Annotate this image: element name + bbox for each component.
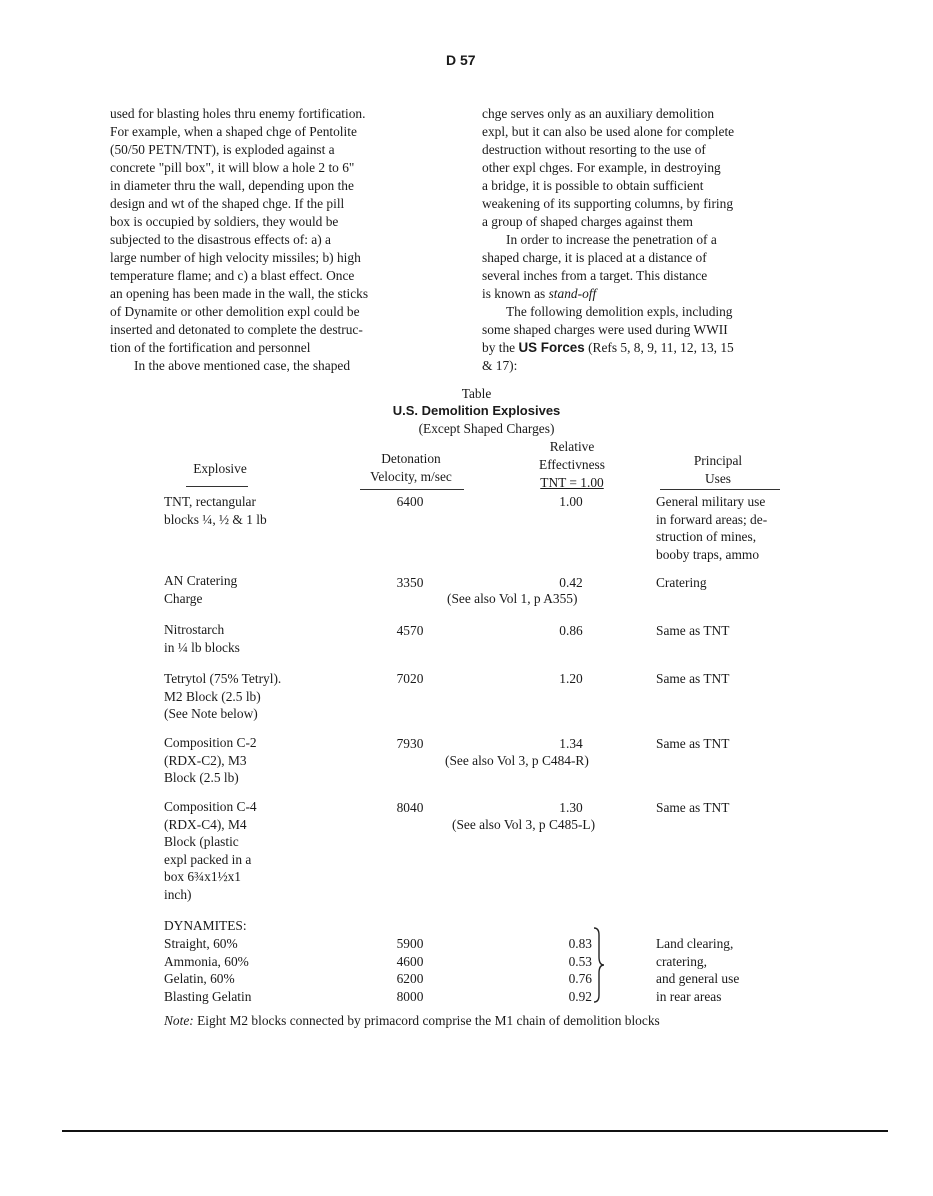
text-line: box is occupied by soldiers, they would be [110,214,339,229]
us-forces-term: US Forces [518,340,585,355]
cell-line: booby traps, ammo [656,546,760,562]
text-line [482,339,734,357]
cell-line: 0.83 [568,936,592,951]
header-rule [186,486,248,487]
text-line: destruction without resorting to the use of [482,142,706,157]
cell-line: 5900 [396,936,424,951]
text-line: other expl chges. For example, in destroying [482,160,721,175]
table-row-relative: 1.34 [559,736,583,751]
cell-line: TNT, rectangular [164,494,256,509]
cell-line: 6200 [396,971,424,986]
cell-line: AN Cratering [164,573,238,588]
table-row-uses [656,493,767,563]
text-fragment: by the [482,340,516,355]
text-line: design and wt of the shaped chge. If the pill [110,196,345,211]
text-line: & 17): [482,358,518,373]
text-line: concrete "pill box", it will blow a hole 2 to 6" [110,160,355,175]
dynamite-velocities [362,935,458,1005]
see-also-note: (See also Vol 3, p C484-R) [445,753,589,768]
cell-line: expl packed in a [164,851,252,867]
text-line: In order to increase the penetration of a [506,232,717,247]
table-row-explosive [164,493,267,528]
header-line: Principal [693,453,743,468]
text-line: a bridge, it is possible to obtain sufficient [482,178,704,193]
right-column [482,105,734,375]
note-text: Eight M2 blocks connected by primacord comprise the M1 chain of demolition blocks [197,1013,660,1028]
header-line: TNT = 1.00 [540,475,604,490]
header-line: Relative [549,439,595,454]
cell-line: (RDX-C2), M3 [164,752,247,768]
see-also-note: (See also Vol 3, p C485-L) [452,817,596,832]
text-line: subjected to the disastrous effects of: a) a [110,232,331,247]
cell-line: Composition C-2 [164,735,257,750]
cell-line: Tetrytol (75% Tetryl). [164,671,282,686]
header-rule [360,489,464,490]
table-row-explosive [164,734,257,787]
page-number: D 57 [446,52,476,68]
cell-line: blocks ¼, ½ & 1 lb [164,511,267,527]
table-row-relative: 0.42 [559,575,583,590]
text-line: For example, when a shaped chge of Pentolite [110,124,357,139]
text-line: inserted and detonated to complete the destruc- [110,322,363,337]
text-fragment: (Refs 5, 8, 9, 11, 12, 13, 15 [588,340,734,355]
cell-line: Gelatin, 60% [164,971,235,986]
dynamites-heading: DYNAMITES: [164,918,247,933]
header-line: Effectivness [539,457,605,472]
table-row-explosive [164,621,240,656]
cell-line: Charge [164,590,203,606]
cell-line: 0.53 [568,953,592,969]
cell-line: Nitrostarch [164,622,225,637]
cell-line: Block (2.5 lb) [164,770,239,785]
header-line: Velocity, m/sec [370,469,452,484]
header-uses [652,452,784,488]
cell-line: and general use [656,971,740,986]
cell-line: 8000 [396,988,424,1004]
dynamite-relatives [552,935,592,1005]
table-label: Table [461,386,492,401]
dynamite-names [164,935,251,1005]
cell-line: M2 Block (2.5 lb) [164,688,261,704]
table-title: U.S. Demolition Explosives [392,403,561,418]
table-row-velocity: 4570 [396,623,424,638]
right-brace-icon [592,927,606,1003]
table-row-velocity: 7930 [396,736,424,751]
cell-line: 0.76 [568,971,592,986]
cell-line: Ammonia, 60% [164,953,249,969]
cell-line: in rear areas [656,988,722,1004]
table-row-relative: 1.30 [559,800,583,815]
text-line: of Dynamite or other demolition expl could be [110,304,360,319]
dynamite-uses [656,935,739,1005]
stand-off-term: stand-off [548,286,597,301]
table-row-uses: Same as TNT [656,623,730,638]
text-line: weakening of its supporting columns, by firing [482,196,734,211]
table-row-velocity: 6400 [396,494,424,509]
cell-line: (See Note below) [164,706,258,721]
header-explosive: Explosive [193,461,247,476]
cell-line: Blasting Gelatin [164,988,252,1004]
text-line: The following demolition expls, including [506,304,733,319]
cell-line: Composition C-4 [164,799,257,814]
table-row-uses: Cratering [656,575,707,590]
cell-line: in forward areas; de- [656,511,768,527]
cell-line: 0.92 [568,988,592,1004]
table-row-velocity: 7020 [396,671,424,686]
header-detonation [352,450,470,486]
header-relative [520,438,624,492]
text-line: some shaped charges were used during WWII [482,322,728,337]
left-column [110,105,368,375]
text-line [482,285,734,303]
table-row-relative: 1.00 [559,494,583,509]
table-subtitle: (Except Shaped Charges) [418,421,555,436]
cell-line: box 6¾x1½x1 [164,869,241,884]
note-label: Note: [164,1013,194,1028]
table-row-uses: Same as TNT [656,736,730,751]
page-bottom-rule [62,1130,888,1132]
text-line: in diameter thru the wall, depending upon the [110,178,354,193]
text-line: tion of the fortification and personnel [110,340,311,355]
cell-line: Straight, 60% [164,936,238,951]
table-row-velocity: 3350 [396,575,424,590]
text-line: chge serves only as an auxiliary demolition [482,106,715,121]
table-row-velocity: 8040 [396,800,424,815]
cell-line: cratering, [656,953,707,969]
text-line: a group of shaped charges against them [482,214,693,229]
header-line: Detonation [381,451,441,466]
table-note [164,1013,660,1029]
table-row-uses: Same as TNT [656,671,730,686]
table-row-relative: 0.86 [559,623,583,638]
table-row-uses: Same as TNT [656,800,730,815]
cell-line: struction of mines, [656,529,757,544]
text-line: In the above mentioned case, the shaped [134,358,351,373]
header-line: Uses [704,471,732,486]
text-line: shaped charge, it is placed at a distance of [482,250,707,265]
table-row-explosive [164,572,237,607]
cell-line: 4600 [396,953,424,969]
text-line: (50/50 PETN/TNT), is exploded against a [110,142,335,157]
cell-line: Land clearing, [656,936,734,951]
text-line: expl, but it can also be used alone for complete [482,124,735,139]
text-line: an opening has been made in the wall, the sticks [110,286,369,301]
text-line: large number of high velocity missiles; b) high [110,250,361,265]
cell-line: (RDX-C4), M4 [164,816,247,832]
table-row-explosive [164,798,257,903]
see-also-note: (See also Vol 1, p A355) [447,591,578,606]
cell-line: Block (plastic [164,834,239,849]
cell-line: in ¼ lb blocks [164,639,240,655]
cell-line: General military use [656,494,766,509]
table-row-explosive [164,670,281,723]
text-line: several inches from a target. This distance [482,268,708,283]
cell-line: inch) [164,886,192,902]
text-line: temperature flame; and c) a blast effect. Once [110,268,355,283]
header-rule [660,489,780,490]
table-row-relative: 1.20 [559,671,583,686]
text-fragment: is known as [482,286,546,301]
text-line: used for blasting holes thru enemy fortification. [110,106,366,121]
